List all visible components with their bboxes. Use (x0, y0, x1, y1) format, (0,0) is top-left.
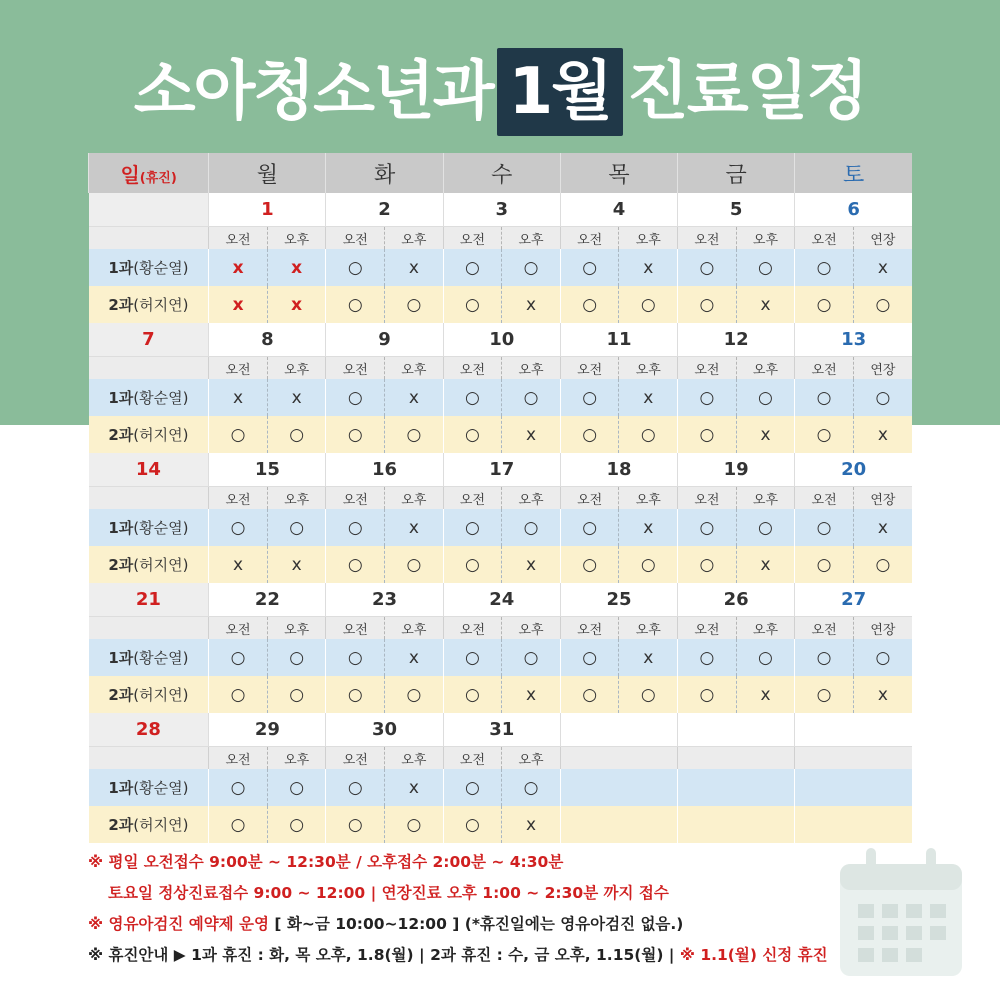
session-pm: 오후 (502, 747, 561, 770)
availability-mark: x (267, 286, 326, 323)
availability-mark: x (267, 249, 326, 286)
weekday-thu: 목 (560, 153, 677, 193)
availability-mark: ○ (560, 249, 619, 286)
availability-mark: x (385, 249, 444, 286)
availability-mark: x (209, 249, 268, 286)
availability-mark: x (267, 379, 326, 416)
dept1-row-label (89, 639, 209, 676)
title-suffix: 진료일정 (627, 55, 867, 129)
session-pm: 오후 (619, 227, 678, 250)
session-am: 오전 (678, 357, 737, 380)
date-cell: 18 (560, 453, 677, 487)
dept2-row-label (89, 676, 209, 713)
availability-mark: ○ (209, 676, 268, 713)
session-am: 오전 (678, 487, 737, 510)
date-cell: 15 (209, 453, 326, 487)
dept2-doctor: (허지연) (133, 686, 189, 704)
dept2-doctor: (허지연) (133, 296, 189, 314)
availability-mark: ○ (678, 639, 737, 676)
dept2-schedule-row (89, 806, 913, 843)
dept2-row-label (89, 546, 209, 583)
availability-mark: ○ (326, 509, 385, 546)
availability-mark: ○ (267, 806, 326, 843)
empty-date-cell (795, 713, 912, 747)
availability-mark: ○ (443, 249, 502, 286)
availability-mark: ○ (326, 806, 385, 843)
notes-section (88, 847, 938, 971)
availability-mark: ○ (443, 639, 502, 676)
availability-mark: ○ (502, 639, 561, 676)
availability-mark: ○ (443, 379, 502, 416)
empty-date-cell (678, 713, 795, 747)
date-cell: 9 (326, 323, 443, 357)
session-am: 오전 (209, 487, 268, 510)
dept1-schedule-row (89, 509, 913, 546)
availability-mark: x (209, 379, 268, 416)
availability-mark: ○ (736, 249, 795, 286)
date-cell: 3 (443, 193, 560, 227)
date-row (89, 323, 913, 357)
date-cell: 11 (560, 323, 677, 357)
availability-mark: ○ (619, 676, 678, 713)
dept1-label: 1과 (108, 649, 134, 667)
availability-mark: ○ (443, 509, 502, 546)
weekday-header-row (89, 153, 913, 193)
empty-availability-cell (560, 769, 677, 806)
date-row (89, 583, 913, 617)
dept2-label: 2과 (108, 426, 134, 444)
session-am: 오전 (560, 357, 619, 380)
availability-mark: ○ (502, 249, 561, 286)
date-row (89, 453, 913, 487)
availability-mark: ○ (385, 806, 444, 843)
dept1-doctor: (황순열) (133, 259, 189, 277)
session-pm: 연장 (853, 487, 912, 510)
availability-mark: ○ (560, 286, 619, 323)
availability-mark: ○ (385, 286, 444, 323)
availability-mark: ○ (443, 546, 502, 583)
availability-mark: ○ (209, 416, 268, 453)
availability-mark: ○ (678, 379, 737, 416)
session-pm: 오후 (385, 487, 444, 510)
availability-mark: ○ (560, 546, 619, 583)
availability-mark: ○ (326, 769, 385, 806)
session-am: 오전 (326, 357, 385, 380)
availability-mark: x (853, 509, 912, 546)
session-am: 오전 (443, 487, 502, 510)
session-am: 오전 (209, 357, 268, 380)
availability-mark: ○ (678, 509, 737, 546)
dept1-row-label (89, 769, 209, 806)
session-am: 오전 (326, 747, 385, 770)
session-am: 오전 (795, 357, 854, 380)
sunday-date (89, 193, 209, 227)
availability-mark: ○ (326, 639, 385, 676)
empty-session-cell (795, 747, 912, 770)
empty-date-cell (560, 713, 677, 747)
availability-mark: ○ (560, 639, 619, 676)
dept1-doctor: (황순열) (133, 519, 189, 537)
availability-mark: ○ (385, 416, 444, 453)
dept2-doctor: (허지연) (133, 556, 189, 574)
page-title (0, 48, 1000, 136)
session-am: 오전 (795, 227, 854, 250)
availability-mark: x (853, 676, 912, 713)
session-am: 오전 (209, 617, 268, 640)
availability-mark: ○ (619, 286, 678, 323)
availability-mark: x (502, 806, 561, 843)
availability-mark: ○ (209, 509, 268, 546)
session-pm: 오후 (267, 487, 326, 510)
session-pm: 오후 (502, 487, 561, 510)
availability-mark: ○ (795, 676, 854, 713)
availability-mark: ○ (619, 546, 678, 583)
availability-mark: x (267, 546, 326, 583)
date-cell: 6 (795, 193, 912, 227)
dept2-doctor: (허지연) (133, 426, 189, 444)
dept2-doctor: (허지연) (133, 816, 189, 834)
empty-availability-cell (560, 806, 677, 843)
availability-mark: ○ (267, 416, 326, 453)
dept2-label: 2과 (108, 296, 134, 314)
note-infant-checkup-detail: [ 화~금 10:00~12:00 ] (*휴진일에는 영유아검진 없음.) (269, 915, 684, 933)
date-cell: 27 (795, 583, 912, 617)
session-pm: 오후 (385, 617, 444, 640)
availability-mark: x (385, 769, 444, 806)
availability-mark: x (385, 639, 444, 676)
session-pm: 오후 (619, 357, 678, 380)
availability-mark: ○ (326, 676, 385, 713)
dept1-label: 1과 (108, 779, 134, 797)
date-cell: 24 (443, 583, 560, 617)
session-am: 오전 (795, 617, 854, 640)
date-cell: 1 (209, 193, 326, 227)
availability-mark: ○ (209, 639, 268, 676)
date-cell: 19 (678, 453, 795, 487)
availability-mark: ○ (678, 676, 737, 713)
availability-mark: ○ (326, 416, 385, 453)
session-pm: 오후 (502, 227, 561, 250)
dept1-label: 1과 (108, 259, 134, 277)
session-pm: 오후 (385, 227, 444, 250)
session-pm: 오후 (619, 487, 678, 510)
session-am: 오전 (326, 487, 385, 510)
date-cell: 8 (209, 323, 326, 357)
availability-mark: ○ (853, 286, 912, 323)
date-row (89, 713, 913, 747)
session-pm: 연장 (853, 617, 912, 640)
availability-mark: ○ (560, 379, 619, 416)
availability-mark: ○ (267, 676, 326, 713)
calendar-icon (836, 842, 966, 982)
availability-mark: ○ (853, 379, 912, 416)
availability-mark: ○ (502, 509, 561, 546)
availability-mark: ○ (619, 416, 678, 453)
availability-mark: x (619, 639, 678, 676)
note-infant-checkup (88, 909, 938, 940)
session-row (89, 747, 913, 770)
dept2-label: 2과 (108, 816, 134, 834)
session-pm: 연장 (853, 227, 912, 250)
session-pm: 오후 (385, 747, 444, 770)
availability-mark: ○ (795, 546, 854, 583)
availability-mark: x (853, 249, 912, 286)
availability-mark: x (736, 546, 795, 583)
availability-mark: x (385, 509, 444, 546)
date-cell: 12 (678, 323, 795, 357)
date-cell: 20 (795, 453, 912, 487)
session-am: 오전 (443, 617, 502, 640)
note-infant-checkup-title: ※ 영유아검진 예약제 운영 (88, 915, 269, 933)
dept1-schedule-row (89, 769, 913, 806)
date-cell: 29 (209, 713, 326, 747)
weekday-tue: 화 (326, 153, 443, 193)
availability-mark: ○ (560, 509, 619, 546)
session-am: 오전 (678, 617, 737, 640)
availability-mark: x (619, 509, 678, 546)
date-cell: 25 (560, 583, 677, 617)
availability-mark: ○ (267, 639, 326, 676)
session-am: 오전 (560, 227, 619, 250)
availability-mark: ○ (678, 249, 737, 286)
note-closure-info (88, 940, 938, 971)
availability-mark: x (502, 546, 561, 583)
availability-mark: ○ (443, 806, 502, 843)
availability-mark: ○ (326, 546, 385, 583)
empty-session-cell (678, 747, 795, 770)
availability-mark: ○ (443, 286, 502, 323)
session-label-blank (89, 357, 209, 380)
availability-mark: ○ (795, 639, 854, 676)
empty-availability-cell (795, 769, 912, 806)
availability-mark: ○ (385, 676, 444, 713)
empty-session-cell (560, 747, 677, 770)
session-am: 오전 (443, 357, 502, 380)
availability-mark: ○ (267, 509, 326, 546)
date-cell: 2 (326, 193, 443, 227)
date-cell: 31 (443, 713, 560, 747)
availability-mark: ○ (209, 769, 268, 806)
availability-mark: ○ (678, 416, 737, 453)
session-am: 오전 (795, 487, 854, 510)
date-cell: 17 (443, 453, 560, 487)
dept1-schedule-row (89, 379, 913, 416)
availability-mark: x (502, 676, 561, 713)
title-month-highlight: 1월 (497, 48, 623, 136)
dept2-label: 2과 (108, 686, 134, 704)
title-prefix: 소아청소년과 (133, 55, 493, 129)
note-saturday-hours: 토요일 정상진료접수 9:00 ~ 12:00 | 연장진료 오후 1:00 ~ 2:30분 까지 접수 (108, 884, 669, 902)
dept2-row-label (89, 286, 209, 323)
availability-mark: ○ (795, 249, 854, 286)
session-pm: 오후 (502, 357, 561, 380)
availability-mark: x (736, 676, 795, 713)
session-label-blank (89, 747, 209, 770)
availability-mark: ○ (267, 769, 326, 806)
note-reception-hours: ※ 평일 오전접수 9:00분 ~ 12:30분 / 오후접수 2:00분 ~ 4:30분 (88, 853, 564, 871)
date-cell: 5 (678, 193, 795, 227)
dept1-schedule-row (89, 639, 913, 676)
availability-mark: x (619, 379, 678, 416)
availability-mark: ○ (326, 286, 385, 323)
availability-mark: ○ (502, 769, 561, 806)
note-new-year-closure: ※ 1.1(월) 신정 휴진 (679, 946, 828, 964)
session-pm: 오후 (267, 747, 326, 770)
dept1-doctor: (황순열) (133, 389, 189, 407)
availability-mark: ○ (795, 379, 854, 416)
dept1-doctor: (황순열) (133, 649, 189, 667)
dept1-label: 1과 (108, 519, 134, 537)
sunday-date: 7 (89, 323, 209, 357)
session-pm: 오후 (736, 487, 795, 510)
availability-mark: ○ (443, 769, 502, 806)
availability-mark: x (209, 546, 268, 583)
availability-mark: ○ (209, 806, 268, 843)
session-am: 오전 (209, 747, 268, 770)
dept2-schedule-row (89, 546, 913, 583)
dept2-label: 2과 (108, 556, 134, 574)
availability-mark: ○ (736, 509, 795, 546)
availability-mark: x (736, 286, 795, 323)
dept1-label: 1과 (108, 389, 134, 407)
dept1-schedule-row (89, 249, 913, 286)
session-row (89, 617, 913, 640)
date-cell: 23 (326, 583, 443, 617)
date-cell: 16 (326, 453, 443, 487)
session-pm: 오후 (736, 617, 795, 640)
availability-mark: ○ (385, 546, 444, 583)
availability-mark: ○ (795, 509, 854, 546)
weekday-sun: 일(휴진) (89, 153, 209, 193)
session-am: 오전 (209, 227, 268, 250)
availability-mark: x (502, 416, 561, 453)
sunday-date: 28 (89, 713, 209, 747)
dept2-schedule-row (89, 676, 913, 713)
session-am: 오전 (560, 487, 619, 510)
session-row (89, 487, 913, 510)
availability-mark: x (209, 286, 268, 323)
availability-mark: ○ (678, 286, 737, 323)
availability-mark: ○ (678, 546, 737, 583)
availability-mark: x (853, 416, 912, 453)
session-pm: 오후 (267, 617, 326, 640)
session-label-blank (89, 227, 209, 250)
dept1-doctor: (황순열) (133, 779, 189, 797)
availability-mark: ○ (853, 639, 912, 676)
date-cell: 30 (326, 713, 443, 747)
session-pm: 오후 (267, 227, 326, 250)
dept2-schedule-row (89, 286, 913, 323)
schedule-calendar (88, 153, 912, 843)
availability-mark: x (385, 379, 444, 416)
date-cell: 22 (209, 583, 326, 617)
session-pm: 오후 (736, 357, 795, 380)
dept2-row-label (89, 806, 209, 843)
sunday-date: 21 (89, 583, 209, 617)
dept2-schedule-row (89, 416, 913, 453)
availability-mark: ○ (326, 249, 385, 286)
date-cell: 4 (560, 193, 677, 227)
availability-mark: ○ (795, 416, 854, 453)
availability-mark: ○ (853, 546, 912, 583)
weekday-fri: 금 (678, 153, 795, 193)
date-cell: 13 (795, 323, 912, 357)
availability-mark: x (736, 416, 795, 453)
date-cell: 10 (443, 323, 560, 357)
session-am: 오전 (560, 617, 619, 640)
session-row (89, 357, 913, 380)
session-pm: 오후 (736, 227, 795, 250)
session-am: 오전 (443, 747, 502, 770)
date-row (89, 193, 913, 227)
session-pm: 오후 (502, 617, 561, 640)
dept1-row-label (89, 379, 209, 416)
availability-mark: ○ (795, 286, 854, 323)
dept1-row-label (89, 249, 209, 286)
availability-mark: ○ (736, 379, 795, 416)
availability-mark: ○ (502, 379, 561, 416)
session-pm: 연장 (853, 357, 912, 380)
session-label-blank (89, 487, 209, 510)
availability-mark: x (619, 249, 678, 286)
session-pm: 오후 (619, 617, 678, 640)
date-cell: 26 (678, 583, 795, 617)
session-am: 오전 (326, 617, 385, 640)
session-am: 오전 (678, 227, 737, 250)
availability-mark: ○ (443, 676, 502, 713)
dept1-row-label (89, 509, 209, 546)
availability-mark: ○ (443, 416, 502, 453)
session-row (89, 227, 913, 250)
availability-mark: ○ (560, 676, 619, 713)
weekday-mon: 월 (209, 153, 326, 193)
session-pm: 오후 (267, 357, 326, 380)
session-am: 오전 (443, 227, 502, 250)
availability-mark: ○ (560, 416, 619, 453)
availability-mark: x (502, 286, 561, 323)
note-closure-detail: ※ 휴진안내 ▶ 1과 휴진 : 화, 목 오후, 1.8(월) | 2과 휴진 : 수, 금 오후, 1.15(월) | (88, 946, 680, 964)
weekday-sat: 토 (795, 153, 912, 193)
empty-availability-cell (795, 806, 912, 843)
sunday-date: 14 (89, 453, 209, 487)
session-label-blank (89, 617, 209, 640)
empty-availability-cell (678, 806, 795, 843)
availability-mark: ○ (736, 639, 795, 676)
availability-mark: ○ (326, 379, 385, 416)
session-pm: 오후 (385, 357, 444, 380)
dept2-row-label (89, 416, 209, 453)
empty-availability-cell (678, 769, 795, 806)
weekday-wed: 수 (443, 153, 560, 193)
session-am: 오전 (326, 227, 385, 250)
